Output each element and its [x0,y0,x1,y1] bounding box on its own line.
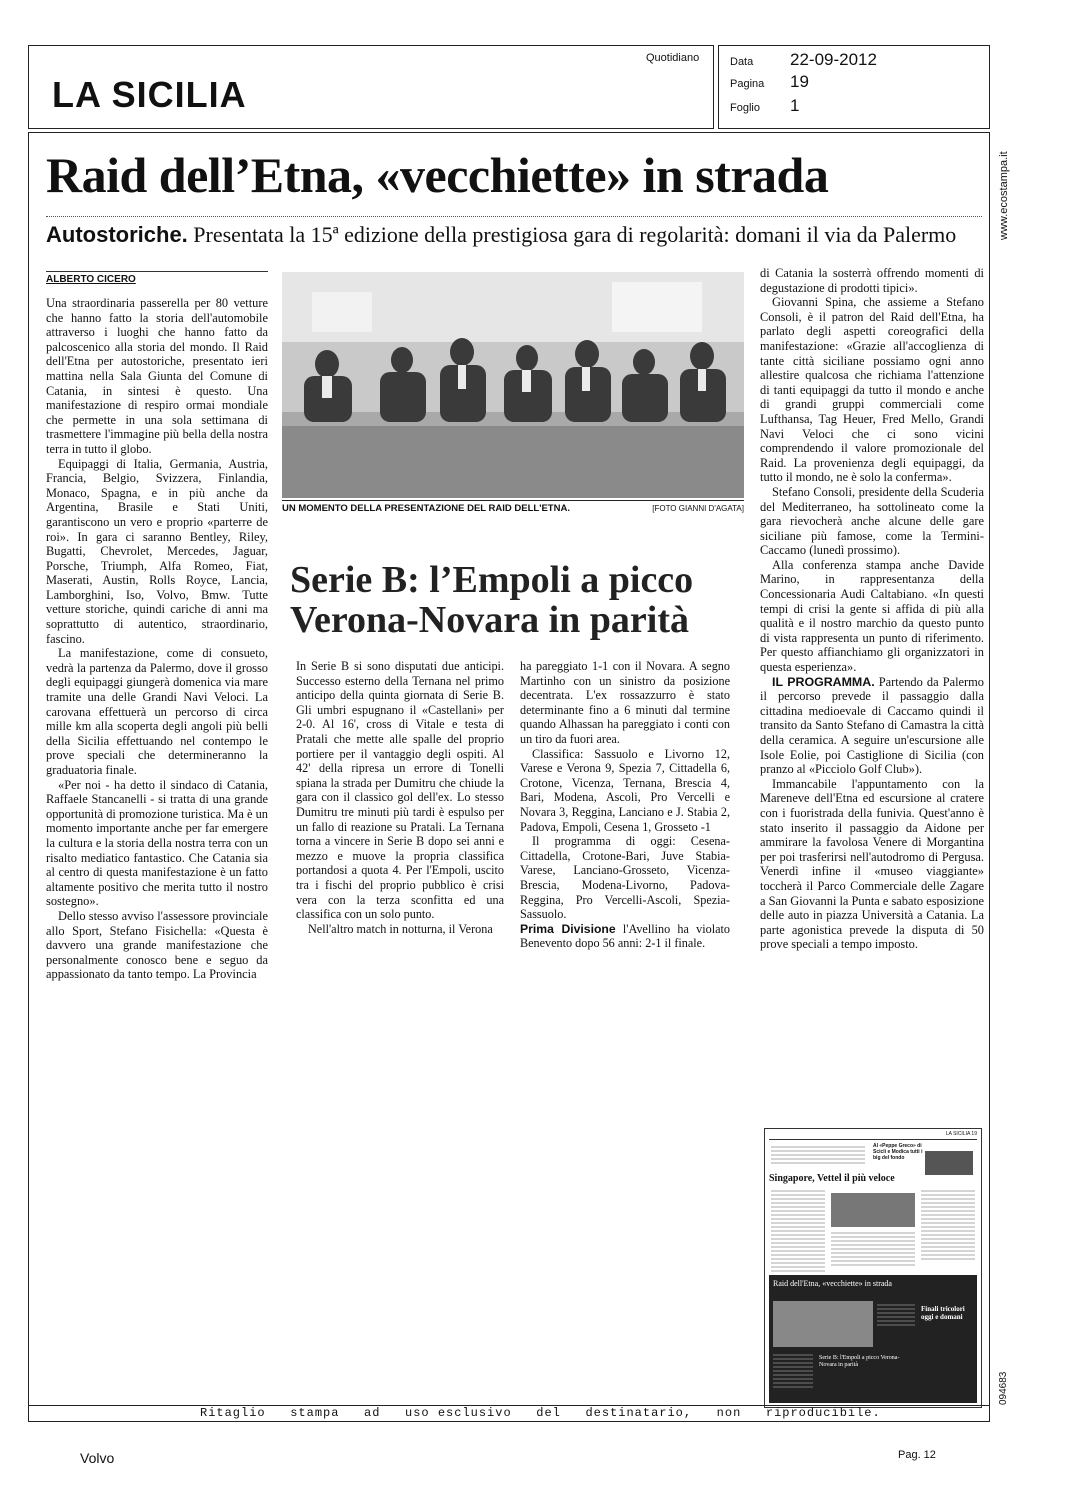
serieb-paragraph: In Serie B si sono disputati due anticipi. Successo esterno della Ternana nel primo anticipo della quinta giornata di Serie B. Gli umbri espugnano il «Castellani» per 2-0. Al 16', cross di Vitale e testa di Pratali che mette alle spalle del proprio portiere per il vantaggio degli ospiti. Al 42' della ripresa un errore di Tonelli spiana la strada per Dumitru che chiude la gara con il classico gol dell'ex. Lo stesso Dumitru tre minuti più tardi è espulso per un fallo di reazione su Pratali. La Ternana torna a vincere in Serie B dopo sei anni e mezzo e muove la propria classifica portandosi a quota 4. Per l'Empoli, uscito tra i fischi del proprio pubblico è crisi vera con la terza sconfitta ed una classifica con un solo punto. [296,659,504,922]
serieb-title [290,560,740,640]
meta-page-row [718,72,990,96]
programma-kicker: IL PROGRAMMA. [772,674,875,689]
masthead: LA SICILIA [52,74,247,115]
meta-date-row [718,50,990,74]
headline-rule [46,216,982,217]
thumb-serie: Serie B: l'Empoli a picco Verona-Novara in parità [819,1355,900,1368]
press-photo [282,272,744,498]
byline-rule [46,271,268,272]
thumb-head2: Raid dell'Etna, «vecchiette» in strada [773,1279,892,1288]
side-url: www.ecostampa.it [998,151,1010,240]
thumb-side2: Finali tricolori oggi e domani [921,1305,965,1321]
serieb-prima [520,922,730,951]
publication-type: Quotidiano [646,52,700,64]
col4-paragraph: Stefano Consoli, presidente della Scuderia del Mediterraneo, ha sottolineato come la gara rievocherà anche alcune delle gare siciliane più famose, come la Termini-Caccamo (lunedì prossimo). [760,484,984,558]
meta-page-label: Pagina [730,78,765,90]
col1-paragraph: Equipaggi di Italia, Germania, Austria, Francia, Belgio, Svizzera, Finlandia, Monaco, Spagna, e in più anche da Argentina, Brasile e Stati Uniti, garantiscono un vero e proprio «parterre de roi». In gara ci saranno Bentley, Riley, Bugatti, Chevrolet, Mercedes, Jaguar, Porsche, Triumph, Alfa Romeo, Fiat, Maserati, Austin, Rolls Royce, Lancia, Lamborghini, Iso, Volvo, Bmw. Tutte vetture storiche, quindi cariche di anni ma soprattutto di autentico, straordinario, fascino. [46,456,268,646]
article-col1 [46,296,268,982]
serieb-title-line1: Serie B: l’Empoli a picco [290,559,694,601]
serieb-col-b [520,659,730,951]
col1-paragraph: «Per noi - ha detto il sindaco di Catania, Raffaele Stancanelli - si tratta di una grande opportunità di promozione turistica. Ma è un momento importante anche per far emergere la cultura e la storia della nostra terra con un risalto mediatico fantastico. Che Catania sia al centro di questa manifestazione è un fatto altamente positivo che merita tutto il nostro sostegno». [46,777,268,909]
bottom-page-number: Pag. 12 [898,1449,936,1461]
col4-paragraph: Alla conferenza stampa anche Davide Marino, in rappresentanza della Concessionaria Audi Caltabiano. «In questi tempi di crisi la gente si affida di più alla qualità e il nostro marchio da questo punto di vista rappresenta un punto di riferimento. Per questo affianchiamo gli organizzatori in questa esperienza». [760,557,984,675]
photo-caption-text: UN MOMENTO DELLA PRESENTAZIONE DEL RAID DELL'ETNA. [282,503,570,514]
photo-caption [282,500,744,514]
meta-sheet-value: 1 [790,96,800,115]
side-code: 094683 [998,1371,1009,1405]
serieb-paragraph: Il programma di oggi: Cesena-Cittadella, Crotone-Bari, Juve Stabia-Varese, Lanciano-Grosseto, Vicenza-Brescia, Modena-Livorno, Padova-Reggina, Pro Vercelli-Ascoli, Spezia-Sassuolo. [520,834,730,922]
meta-sheet-row [718,96,990,120]
thumb-top-right: LA SICILIA 19 [945,1131,977,1137]
subhead-text: Presentata la 15ª edizione della prestigiosa gara di regolarità: domani il via da Palermo [193,222,957,247]
thumb-head1: Singapore, Vettel il più veloce [769,1173,895,1184]
prima-kicker: Prima Divisione [520,921,616,936]
subhead-kicker: Autostoriche. [46,222,188,247]
col4-paragraph-programma [760,675,984,777]
serieb-col-a [296,659,504,936]
thumb-side1: Al «Peppe Greco» di Scicli e Modica tutti i big del fondo [873,1143,923,1161]
photo-illustration [282,272,744,498]
col4-paragraph: di Catania la sosterrà offrendo momenti di degustazione di prodotti tipici». [760,266,984,295]
page-thumbnail [764,1128,982,1408]
programma-text: Partendo da Palermo il percorso prevede il passaggio dalla cittadina medioevale di Caccamo quindi il transito da Santo Stefano di Camastra la città della ceramica. A seguire un'escursione alle Isole Eolie, poi Castiglione di Sicilia (con pranzo al «Picciolo Golf Club»). [760,674,984,777]
serieb-title-line2: Verona-Novara in parità [290,599,689,641]
article-col4 [760,266,984,952]
col4-paragraph: Giovanni Spina, che assieme a Stefano Consoli, è il patron del Raid dell'Etna, ha parlato degli aspetti coreografici della manifestazione: «Grazie all'accoglienza di tante città siciliane possiamo ogni anno allestire qualcosa che richiama l'attenzione di tanti equipaggi da tutto il mondo e anche di grandi gruppi commerciali come Lufthansa, Tag Heuer, Fred Mello, Grandi Navi Veloci che ci sono vicini comprendendo il valore promozionale del Raid. La provenienza degli equipaggi, da tutto il mondo, ne è solo la conferma». [760,295,984,485]
meta-page-value: 19 [790,72,809,91]
meta-date-label: Data [730,56,754,68]
col1-paragraph: La manifestazione, come di consueto, vedrà la partenza da Palermo, dove il grosso degli equipaggi giungerà domenica via mare tramite una delle Grandi Navi Veloci. La carovana effettuerà un percorso di circa mille km alla scoperta degli angoli più belli della Sicilia effettuando nel contempo le prove speciali che determineranno la graduatoria finale. [46,646,268,777]
serieb-paragraph: Classifica: Sassuolo e Livorno 12, Varese e Verona 9, Spezia 7, Cittadella 6, Crotone, Vicenza, Ternana, Brescia 4, Bari, Modena, Ascoli, Pro Vercelli e Novara 3, Reggina, Lanciano e J. Stabia 2, Padova, Empoli, Cesena 1, Grosseto -1 [520,746,730,834]
col1-paragraph: Una straordinaria passerella per 80 vetture che hanno fatto la storia dell'automobile attraverso i luoghi che hanno fatto da palcoscenico alla storia del mondo. Il Raid dell'Etna per autostoriche, presentato ieri mattina nella Sala Giunta del Comune di Catania, in sintesi è questo. Una manifestazione di respiro ormai mondiale che permette in una sola settimana di trasmettere l'immagine più bella della nostra terra in tutto il globo. [46,296,268,456]
footer-notice: Ritaglio stampa ad uso esclusivo del destinatario, non riproducibile. [200,1406,881,1420]
col4-paragraph: Immancabile l'appuntamento con la Mareneve dell'Etna ed escursione al cratere con i fuoristrada della funivia. Quest'anno è stato inserito il passaggio da Aidone per ammirare la favolosa Venere di Morgantina per poi trasferirsi nell'autodromo di Pergusa. Venerdì infine il «museo viaggiante» toccherà il Parco Commerciale delle Zagare a San Giovanni la Punta e sabato esposizione delle auto in piazza Università a Catania. La parte agonistica prevede la disputa di 50 prove speciali a tempo imposto. [760,776,985,952]
photo-credit: [FOTO GIANNI D'AGATA] [652,504,744,513]
bottom-keyword: Volvo [80,1450,115,1466]
byline: ALBERTO CICERO [46,274,136,285]
meta-sheet-label: Foglio [730,102,760,114]
meta-block [718,48,990,128]
prima-text: l'Avellino ha violato Benevento dopo 56 anni: 2-1 il finale. [520,921,730,951]
serieb-paragraph: Nell'altro match in notturna, il Verona [308,921,493,936]
serieb-paragraph: ha pareggiato 1-1 con il Novara. A segno Martinho con un sinistro da posizione decentrata. L'ex rossazzurro è stato determinante fino a 6 minuti dal termine quando Alhassan ha pareggiato i conti con un tiro da fuori area. [520,659,730,746]
meta-date-value: 22-09-2012 [790,50,877,69]
headline: Raid dell’Etna, «vecchiette» in strada [46,147,829,203]
col1-paragraph: Dello stesso avviso l'assessore provinciale allo Sport, Stefano Fisichella: «Questa è davvero una grande manifestazione che personalmente conosco bene e seguo da appassionato da tanto tempo. La Provincia [46,908,268,982]
subhead [46,222,956,248]
